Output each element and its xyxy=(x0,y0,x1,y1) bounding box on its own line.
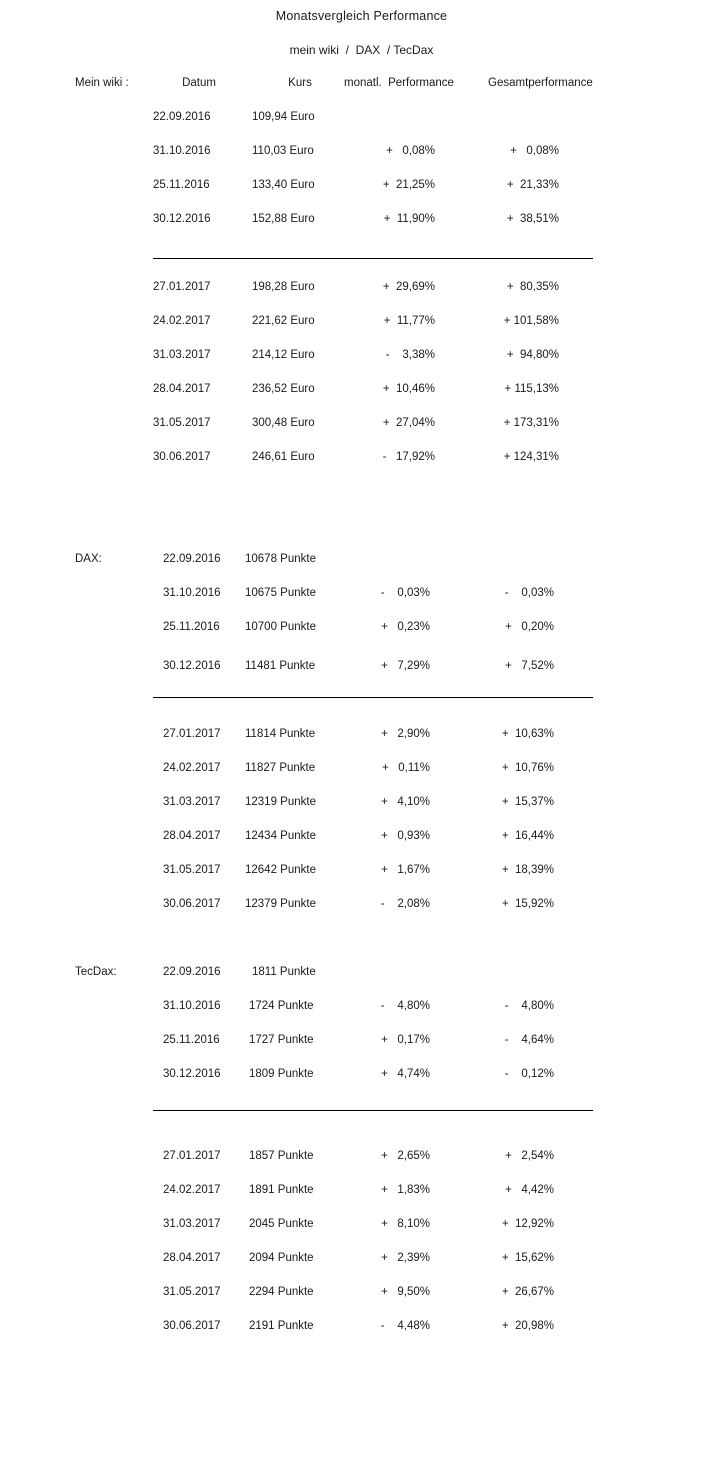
table-row xyxy=(0,796,723,812)
section-divider xyxy=(153,1110,593,1111)
table-row xyxy=(0,1034,723,1050)
table-row xyxy=(0,417,723,433)
row-price: 133,40 Euro xyxy=(252,179,315,191)
table-row xyxy=(0,1000,723,1016)
row-price: 2294 Punkte xyxy=(249,1286,314,1298)
row-price: 12642 Punkte xyxy=(245,864,316,876)
row-monthly: - 4,48% xyxy=(380,1320,430,1332)
row-price: 221,62 Euro xyxy=(252,315,315,327)
row-total: + 94,80% xyxy=(506,349,559,361)
row-price: 2094 Punkte xyxy=(249,1252,314,1264)
table-row xyxy=(0,1286,723,1302)
page-subtitle xyxy=(0,43,723,57)
row-price: 214,12 Euro xyxy=(252,349,315,361)
row-price: 11814 Punkte xyxy=(245,728,316,740)
row-monthly: + 9,50% xyxy=(381,1286,430,1298)
row-total: - 4,80% xyxy=(504,1000,554,1012)
row-date: 28.04.2017 xyxy=(163,1252,221,1264)
table-row xyxy=(0,762,723,778)
row-price: 152,88 Euro xyxy=(252,213,315,225)
header-price: Kurs xyxy=(288,77,312,89)
row-monthly: + 4,74% xyxy=(381,1068,430,1080)
row-price: 12319 Punkte xyxy=(245,796,316,808)
header-monthly-performance: monatl. Performance xyxy=(344,77,454,89)
row-total: + 80,35% xyxy=(506,281,559,293)
row-monthly: + 0,23% xyxy=(381,621,430,633)
header-group-label: Mein wiki : xyxy=(75,77,129,89)
section-label-tecdax: TecDax: xyxy=(75,966,117,978)
row-total: + 0,20% xyxy=(505,621,554,633)
row-total: + 7,52% xyxy=(505,660,554,672)
table-row xyxy=(0,660,723,676)
row-price: 11827 Punkte xyxy=(245,762,316,774)
row-total: + 101,58% xyxy=(503,315,559,327)
row-monthly: + 0,93% xyxy=(381,830,430,842)
row-price: 300,48 Euro xyxy=(252,417,315,429)
table-row xyxy=(0,315,723,331)
row-date: 30.12.2016 xyxy=(153,213,211,225)
section-label-dax: DAX: xyxy=(75,553,102,565)
row-price: 198,28 Euro xyxy=(252,281,315,293)
table-row xyxy=(0,587,723,603)
table-header-row xyxy=(0,77,723,93)
row-date: 30.12.2016 xyxy=(163,660,221,672)
table-row xyxy=(0,728,723,744)
row-date: 30.06.2017 xyxy=(163,898,221,910)
row-total: + 15,92% xyxy=(501,898,554,910)
row-price: 246,61 Euro xyxy=(252,451,315,463)
row-date: 24.02.2017 xyxy=(163,762,221,774)
row-monthly: + 7,29% xyxy=(381,660,430,672)
row-date: 25.11.2016 xyxy=(153,179,210,191)
row-price: 110,03 Euro xyxy=(252,145,314,157)
row-total: + 38,51% xyxy=(506,213,559,225)
row-date: 31.05.2017 xyxy=(153,417,211,429)
row-total: + 21,33% xyxy=(506,179,559,191)
row-date: 22.09.2016 xyxy=(153,111,211,123)
row-date: 31.03.2017 xyxy=(163,1218,221,1230)
row-date: 27.01.2017 xyxy=(163,1150,221,1162)
row-price: 12379 Punkte xyxy=(245,898,316,910)
page-title: Monatsvergleich Performance xyxy=(275,9,448,23)
row-total: + 15,37% xyxy=(501,796,554,808)
row-total: + 16,44% xyxy=(501,830,554,842)
row-date: 30.12.2016 xyxy=(163,1068,221,1080)
row-price: 109,94 Euro xyxy=(252,111,315,123)
table-row xyxy=(0,179,723,195)
row-date: 24.02.2017 xyxy=(153,315,211,327)
row-date: 31.10.2016 xyxy=(163,587,221,599)
table-row xyxy=(0,1184,723,1200)
row-price: 2191 Punkte xyxy=(249,1320,314,1332)
row-price: 12434 Punkte xyxy=(245,830,316,842)
table-row xyxy=(0,349,723,365)
row-date: 28.04.2017 xyxy=(163,830,221,842)
row-price: 1811 Punkte xyxy=(252,966,316,978)
row-date: 22.09.2016 xyxy=(163,966,221,978)
row-date: 24.02.2017 xyxy=(163,1184,221,1196)
row-monthly: + 0,08% xyxy=(386,145,435,157)
row-total: + 18,39% xyxy=(501,864,554,876)
row-total: + 15,62% xyxy=(501,1252,554,1264)
row-total: + 10,63% xyxy=(501,728,554,740)
row-monthly: + 2,39% xyxy=(381,1252,430,1264)
header-total-performance: Gesamtperformance xyxy=(488,77,593,89)
row-total: + 2,54% xyxy=(505,1150,554,1162)
row-total: + 173,31% xyxy=(503,417,559,429)
row-date: 31.10.2016 xyxy=(153,145,211,157)
table-row xyxy=(0,864,723,880)
row-price: 11481 Punkte xyxy=(245,660,316,672)
row-price: 236,52 Euro xyxy=(252,383,315,395)
table-row xyxy=(0,898,723,914)
row-total: - 0,03% xyxy=(504,587,554,599)
row-total: + 4,42% xyxy=(505,1184,554,1196)
row-total: + 20,98% xyxy=(501,1320,554,1332)
table-row xyxy=(0,830,723,846)
table-row xyxy=(0,451,723,467)
row-monthly: + 2,90% xyxy=(381,728,430,740)
table-row xyxy=(0,966,723,982)
row-price: 1857 Punkte xyxy=(249,1150,314,1162)
row-date: 27.01.2017 xyxy=(153,281,211,293)
row-monthly: + 0,17% xyxy=(381,1034,430,1046)
table-row xyxy=(0,111,723,127)
row-price: 1891 Punkte xyxy=(249,1184,314,1196)
row-monthly: + 21,25% xyxy=(382,179,435,191)
row-total: + 12,92% xyxy=(501,1218,554,1230)
row-monthly: + 27,04% xyxy=(382,417,435,429)
row-date: 31.05.2017 xyxy=(163,1286,221,1298)
row-monthly: + 4,10% xyxy=(381,796,430,808)
row-price: 2045 Punkte xyxy=(249,1218,314,1230)
subtitle-text: mein wiki / DAX / TecDax xyxy=(289,43,434,57)
row-date: 28.04.2017 xyxy=(153,383,211,395)
table-row xyxy=(0,1068,723,1084)
row-monthly: + 11,90% xyxy=(383,213,435,225)
row-date: 31.10.2016 xyxy=(163,1000,221,1012)
row-monthly: - 3,38% xyxy=(385,349,435,361)
table-row xyxy=(0,281,723,297)
row-date: 31.03.2017 xyxy=(153,349,211,361)
row-price: 10700 Punkte xyxy=(245,621,316,633)
row-price: 10675 Punkte xyxy=(245,587,316,599)
row-monthly: + 0,11% xyxy=(381,762,430,774)
table-row xyxy=(0,1150,723,1166)
row-date: 27.01.2017 xyxy=(163,728,221,740)
row-price: 10678 Punkte xyxy=(245,553,316,565)
row-date: 30.06.2017 xyxy=(153,451,211,463)
row-total: - 0,12% xyxy=(504,1068,554,1080)
row-price: 1724 Punkte xyxy=(249,1000,314,1012)
row-date: 25.11.2016 xyxy=(163,621,220,633)
row-monthly: + 11,77% xyxy=(383,315,435,327)
row-monthly: + 1,83% xyxy=(381,1184,430,1196)
table-row xyxy=(0,621,723,637)
header-date: Datum xyxy=(182,77,216,89)
table-row xyxy=(0,383,723,399)
table-row xyxy=(0,1218,723,1234)
row-total: + 26,67% xyxy=(501,1286,554,1298)
table-row xyxy=(0,213,723,229)
row-price: 1727 Punkte xyxy=(249,1034,314,1046)
row-monthly: + 1,67% xyxy=(381,864,430,876)
row-date: 31.03.2017 xyxy=(163,796,221,808)
row-monthly: + 8,10% xyxy=(381,1218,430,1230)
section-divider xyxy=(153,258,593,259)
table-row xyxy=(0,553,723,569)
row-monthly: - 0,03% xyxy=(380,587,430,599)
section-divider xyxy=(153,697,593,698)
row-total: + 115,13% xyxy=(504,383,559,395)
row-monthly: + 10,46% xyxy=(382,383,435,395)
table-row xyxy=(0,1252,723,1268)
row-total: - 4,64% xyxy=(504,1034,554,1046)
row-monthly: - 17,92% xyxy=(382,451,435,463)
row-total: + 10,76% xyxy=(501,762,554,774)
row-date: 30.06.2017 xyxy=(163,1320,221,1332)
row-total: + 0,08% xyxy=(510,145,559,157)
table-row xyxy=(0,145,723,161)
row-date: 31.05.2017 xyxy=(163,864,221,876)
row-total: + 124,31% xyxy=(503,451,559,463)
row-monthly: + 29,69% xyxy=(382,281,435,293)
row-price: 1809 Punkte xyxy=(249,1068,314,1080)
table-row xyxy=(0,1320,723,1336)
row-date: 22.09.2016 xyxy=(163,553,221,565)
row-monthly: - 4,80% xyxy=(380,1000,430,1012)
row-date: 25.11.2016 xyxy=(163,1034,220,1046)
row-monthly: + 2,65% xyxy=(381,1150,430,1162)
row-monthly: - 2,08% xyxy=(380,898,430,910)
